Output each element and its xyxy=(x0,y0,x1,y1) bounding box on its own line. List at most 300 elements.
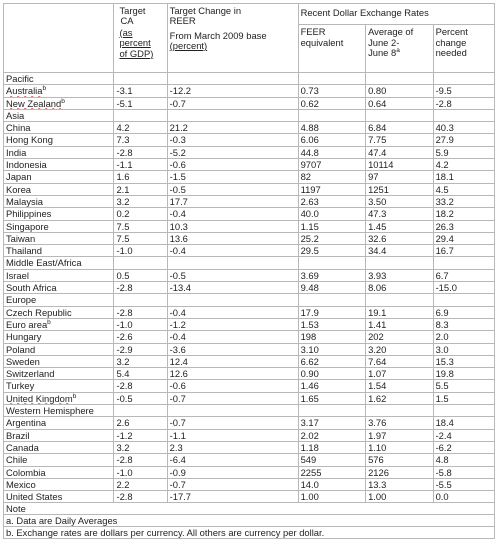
feer-cell: 0.90 xyxy=(298,368,366,380)
country-cell xyxy=(4,122,114,134)
table-row xyxy=(4,146,495,158)
empty-cell xyxy=(298,73,366,85)
country-cell xyxy=(4,454,114,466)
group-name: Asia xyxy=(4,109,114,121)
empty-cell xyxy=(366,109,434,121)
pct-change-cell: 18.4 xyxy=(433,417,494,429)
country-cell xyxy=(4,491,114,503)
target-reer-cell: -0.9 xyxy=(167,466,298,478)
footnote-text: a. Data are Daily Averages xyxy=(6,515,118,527)
footnote-title-row xyxy=(4,503,495,515)
target-reer-cell: -13.4 xyxy=(167,282,298,294)
country-cell xyxy=(4,220,114,232)
feer-cell: 82 xyxy=(298,171,366,183)
country-cell xyxy=(4,85,114,97)
average-cell: 47.4 xyxy=(366,146,434,158)
country-name: Singapore xyxy=(6,220,49,232)
average-title: Average of xyxy=(368,26,414,38)
empty-cell xyxy=(114,405,167,417)
feer-cell: 3.10 xyxy=(298,343,366,355)
footnote-marker: b xyxy=(61,97,65,105)
table-row xyxy=(4,491,495,503)
feer-cell: 1.00 xyxy=(298,491,366,503)
country-cell xyxy=(4,245,114,257)
target-ca-cell: -2.8 xyxy=(114,491,167,503)
feer-title: FEER xyxy=(300,26,326,38)
average-cell: 1.97 xyxy=(366,429,434,441)
pct-change-cell: -15.0 xyxy=(433,282,494,294)
feer-cell: 1.53 xyxy=(298,318,366,330)
target-ca-cell: -1.0 xyxy=(114,466,167,478)
feer-cell: 549 xyxy=(298,454,366,466)
table-row xyxy=(4,183,495,195)
footnote-marker: b xyxy=(42,85,47,93)
footnote-row xyxy=(4,527,495,539)
group-header-row xyxy=(4,109,495,121)
table-row xyxy=(4,245,495,257)
empty-cell xyxy=(114,73,167,85)
country-name: Australia xyxy=(6,85,43,97)
empty-cell xyxy=(114,109,167,121)
target-ca-cell: 1.6 xyxy=(114,171,167,183)
table-row xyxy=(4,355,495,367)
empty-cell xyxy=(298,109,366,121)
feer-cell: 29.5 xyxy=(298,245,366,257)
feer-cell: 2255 xyxy=(298,466,366,478)
group-name: Pacific xyxy=(4,73,114,85)
footnote-title: Note xyxy=(4,503,495,515)
table-row xyxy=(4,429,495,441)
target-ca-cell: -2.9 xyxy=(114,343,167,355)
pct-change-header xyxy=(433,25,494,73)
pct-change-cell: 26.3 xyxy=(433,220,494,232)
target-reer-sub-1: From March 2009 base xyxy=(169,29,267,41)
average-title-2: June 2- xyxy=(368,36,400,48)
target-ca-cell: -3.1 xyxy=(114,85,167,97)
target-ca-header xyxy=(114,4,167,73)
target-reer-cell: -0.3 xyxy=(167,134,298,146)
feer-header xyxy=(298,25,366,73)
country-cell xyxy=(4,392,114,404)
country-name: Czech Republic xyxy=(6,306,72,318)
table-row xyxy=(4,343,495,355)
target-ca-cell: 5.4 xyxy=(114,368,167,380)
country-cell xyxy=(4,159,114,171)
country-cell xyxy=(4,232,114,244)
country-cell xyxy=(4,331,114,343)
target-ca-cell: 7.3 xyxy=(114,134,167,146)
footnote-text: b. Exchange rates are dollars per currency. All others are currency per dollar. xyxy=(6,527,325,539)
average-cell: 7.75 xyxy=(366,134,434,146)
group-name: Europe xyxy=(4,294,114,306)
average-cell: 0.80 xyxy=(366,85,434,97)
average-cell: 1.45 xyxy=(366,220,434,232)
footnote-a xyxy=(4,515,495,527)
average-cell: 3.93 xyxy=(366,269,434,281)
pct-change-cell: 1.5 xyxy=(433,392,494,404)
recent-rates-header: Recent Dollar Exchange Rates xyxy=(298,4,494,25)
table-row xyxy=(4,478,495,490)
pct-change-cell: 33.2 xyxy=(433,195,494,207)
feer-cell: 44.8 xyxy=(298,146,366,158)
target-ca-cell: 3.2 xyxy=(114,195,167,207)
table-body xyxy=(4,4,495,539)
empty-cell xyxy=(366,257,434,269)
exchange-rate-table xyxy=(3,3,495,539)
feer-cell: 2.63 xyxy=(298,195,366,207)
target-reer-title: Target Change in xyxy=(169,5,242,16)
target-reer-cell: 2.3 xyxy=(167,441,298,453)
target-reer-cell: -0.4 xyxy=(167,208,298,220)
country-name: United States xyxy=(6,491,63,503)
table-row xyxy=(4,195,495,207)
country-cell xyxy=(4,208,114,220)
footnote-b xyxy=(4,527,495,539)
pct-change-cell: -6.2 xyxy=(433,441,494,453)
target-ca-cell: -2.8 xyxy=(114,454,167,466)
target-reer-cell: -0.6 xyxy=(167,380,298,392)
country-name: Mexico xyxy=(6,478,36,490)
country-name: Thailand xyxy=(6,245,42,257)
table-row xyxy=(4,331,495,343)
target-ca-cell: 3.2 xyxy=(114,441,167,453)
pct-change-cell: 4.8 xyxy=(433,454,494,466)
target-reer-cell: 10.3 xyxy=(167,220,298,232)
feer-cell: 3.17 xyxy=(298,417,366,429)
feer-cell: 9.48 xyxy=(298,282,366,294)
footnote-row xyxy=(4,515,495,527)
table-row xyxy=(4,306,495,318)
average-cell: 7.64 xyxy=(366,355,434,367)
country-cell xyxy=(4,171,114,183)
pct-change-cell: 15.3 xyxy=(433,355,494,367)
target-ca-title: Target xyxy=(119,5,146,16)
pct-change-cell: 6.7 xyxy=(433,269,494,281)
target-reer-title-2: REER xyxy=(169,15,196,27)
country-name: Colombia xyxy=(6,466,46,478)
target-ca-cell: -0.5 xyxy=(114,392,167,404)
empty-cell xyxy=(114,294,167,306)
pct-change-cell: -2.8 xyxy=(433,97,494,109)
corner-cell xyxy=(4,4,114,73)
average-cell: 1.07 xyxy=(366,368,434,380)
average-cell: 3.50 xyxy=(366,195,434,207)
country-name: Indonesia xyxy=(6,159,47,171)
feer-cell: 9707 xyxy=(298,159,366,171)
table-row xyxy=(4,380,495,392)
pct-change-cell: 27.9 xyxy=(433,134,494,146)
country-name: Hong Kong xyxy=(6,134,53,146)
empty-cell xyxy=(298,257,366,269)
table-row xyxy=(4,208,495,220)
average-title-3: June 8$^a$ xyxy=(368,46,400,59)
country-name: China xyxy=(6,122,31,134)
target-ca-sub-2: percent xyxy=(119,37,151,49)
average-cell: 1.10 xyxy=(366,441,434,453)
country-name: Euro area xyxy=(6,318,48,330)
target-ca-cell: -1.1 xyxy=(114,159,167,171)
country-cell xyxy=(4,355,114,367)
average-cell: 1.54 xyxy=(366,380,434,392)
country-cell xyxy=(4,380,114,392)
pct-change-cell: -5.5 xyxy=(433,478,494,490)
target-reer-cell: -0.7 xyxy=(167,478,298,490)
target-ca-cell: -2.8 xyxy=(114,282,167,294)
average-cell: 1251 xyxy=(366,183,434,195)
country-cell xyxy=(4,269,114,281)
target-reer-cell: -6.4 xyxy=(167,454,298,466)
average-cell: 6.84 xyxy=(366,122,434,134)
feer-cell: 14.0 xyxy=(298,478,366,490)
pct-change-cell: 5.9 xyxy=(433,146,494,158)
target-reer-cell: -3.6 xyxy=(167,343,298,355)
pct-change-cell: 40.3 xyxy=(433,122,494,134)
feer-cell: 40.0 xyxy=(298,208,366,220)
group-header-row xyxy=(4,257,495,269)
feer-cell: 25.2 xyxy=(298,232,366,244)
average-cell: 32.6 xyxy=(366,232,434,244)
country-name: South Africa xyxy=(6,282,57,294)
empty-cell xyxy=(433,405,494,417)
pct-change-cell: -9.5 xyxy=(433,85,494,97)
target-reer-cell: -0.4 xyxy=(167,245,298,257)
average-cell: 3.20 xyxy=(366,343,434,355)
country-cell xyxy=(4,97,114,109)
target-reer-cell: -0.6 xyxy=(167,159,298,171)
target-reer-cell: -0.4 xyxy=(167,331,298,343)
average-cell: 13.3 xyxy=(366,478,434,490)
pct-change-cell: 18.1 xyxy=(433,171,494,183)
target-ca-cell: -2.6 xyxy=(114,331,167,343)
country-name: Brazil xyxy=(6,429,30,441)
table-row xyxy=(4,269,495,281)
empty-cell xyxy=(167,257,298,269)
target-reer-cell: -0.4 xyxy=(167,306,298,318)
table-row xyxy=(4,134,495,146)
target-reer-cell: -12.2 xyxy=(167,85,298,97)
target-ca-cell: -2.8 xyxy=(114,146,167,158)
target-reer-cell: 13.6 xyxy=(167,232,298,244)
target-ca-title-2: CA xyxy=(120,15,134,27)
feer-cell: 6.06 xyxy=(298,134,366,146)
header-row xyxy=(4,4,495,25)
target-ca-cell: -2.8 xyxy=(114,306,167,318)
table-row xyxy=(4,368,495,380)
table-row xyxy=(4,85,495,97)
exchange-rate-table-container xyxy=(3,3,495,539)
target-reer-cell: -0.7 xyxy=(167,417,298,429)
target-ca-cell: 7.5 xyxy=(114,232,167,244)
pct-change-cell: -2.4 xyxy=(433,429,494,441)
average-cell: 576 xyxy=(366,454,434,466)
group-header-row xyxy=(4,294,495,306)
pct-title-2: change xyxy=(435,36,467,48)
average-cell: 3.76 xyxy=(366,417,434,429)
target-ca-cell: 4.2 xyxy=(114,122,167,134)
pct-change-cell: 29.4 xyxy=(433,232,494,244)
country-cell xyxy=(4,318,114,330)
target-ca-cell: 0.2 xyxy=(114,208,167,220)
country-cell xyxy=(4,306,114,318)
target-reer-cell: -0.7 xyxy=(167,97,298,109)
empty-cell xyxy=(167,294,298,306)
empty-cell xyxy=(298,294,366,306)
target-ca-cell: 2.2 xyxy=(114,478,167,490)
pct-change-cell: 4.2 xyxy=(433,159,494,171)
empty-cell xyxy=(114,257,167,269)
pct-change-cell: 6.9 xyxy=(433,306,494,318)
country-name: Philippines xyxy=(6,208,52,220)
average-cell: 0.64 xyxy=(366,97,434,109)
target-reer-cell: -5.2 xyxy=(167,146,298,158)
country-cell xyxy=(4,146,114,158)
feer-cell: 0.62 xyxy=(298,97,366,109)
target-ca-cell: 7.5 xyxy=(114,220,167,232)
average-cell: 34.4 xyxy=(366,245,434,257)
table-row xyxy=(4,318,495,330)
target-reer-cell: 17.7 xyxy=(167,195,298,207)
target-reer-header xyxy=(167,4,298,73)
country-cell xyxy=(4,183,114,195)
table-row xyxy=(4,466,495,478)
target-reer-cell: -1.5 xyxy=(167,171,298,183)
pct-change-cell: 3.0 xyxy=(433,343,494,355)
target-ca-cell: -5.1 xyxy=(114,97,167,109)
group-name: Western Hemisphere xyxy=(4,405,114,417)
country-cell xyxy=(4,134,114,146)
average-cell: 47.3 xyxy=(366,208,434,220)
pct-change-cell: 2.0 xyxy=(433,331,494,343)
average-sup: a xyxy=(396,46,400,54)
pct-change-cell: 0.0 xyxy=(433,491,494,503)
country-name: India xyxy=(6,146,27,158)
target-ca-cell: -2.8 xyxy=(114,380,167,392)
feer-cell: 1197 xyxy=(298,183,366,195)
group-header-row xyxy=(4,405,495,417)
country-cell xyxy=(4,441,114,453)
pct-change-cell: 18.2 xyxy=(433,208,494,220)
footnote-marker: b xyxy=(72,392,77,400)
target-ca-sub-1: (as xyxy=(119,26,133,38)
country-name: Korea xyxy=(6,183,32,195)
country-name: Taiwan xyxy=(6,232,36,244)
country-name: United Kingdom xyxy=(6,392,73,404)
average-cell: 1.41 xyxy=(366,318,434,330)
empty-cell xyxy=(298,405,366,417)
average-cell: 8.06 xyxy=(366,282,434,294)
average-cell: 202 xyxy=(366,331,434,343)
feer-cell: 4.88 xyxy=(298,122,366,134)
target-reer-cell: -0.7 xyxy=(167,392,298,404)
target-reer-cell: -1.1 xyxy=(167,429,298,441)
pct-change-cell: -5.8 xyxy=(433,466,494,478)
feer-cell: 1.65 xyxy=(298,392,366,404)
feer-cell: 6.62 xyxy=(298,355,366,367)
country-name: Japan xyxy=(6,171,32,183)
table-row xyxy=(4,417,495,429)
feer-cell: 198 xyxy=(298,331,366,343)
country-name: Hungary xyxy=(6,331,42,343)
table-row xyxy=(4,392,495,404)
country-cell xyxy=(4,429,114,441)
group-name: Middle East/Africa xyxy=(4,257,114,269)
target-reer-cell: 21.2 xyxy=(167,122,298,134)
table-row xyxy=(4,441,495,453)
empty-cell xyxy=(433,73,494,85)
empty-cell xyxy=(366,294,434,306)
table-row xyxy=(4,122,495,134)
pct-change-cell: 16.7 xyxy=(433,245,494,257)
empty-cell xyxy=(167,73,298,85)
country-name: New Zealand xyxy=(6,97,62,109)
table-row xyxy=(4,454,495,466)
country-name: Sweden xyxy=(6,355,40,367)
empty-cell xyxy=(366,405,434,417)
average-cell: 97 xyxy=(366,171,434,183)
feer-cell: 0.73 xyxy=(298,85,366,97)
empty-cell xyxy=(433,257,494,269)
empty-cell xyxy=(366,73,434,85)
group-header-row xyxy=(4,73,495,85)
pct-change-cell: 4.5 xyxy=(433,183,494,195)
table-row xyxy=(4,97,495,109)
pct-title-3: needed xyxy=(435,47,467,59)
country-name: Argentina xyxy=(6,417,47,429)
pct-title: Percent xyxy=(435,26,468,38)
target-ca-cell: -1.0 xyxy=(114,245,167,257)
average-cell: 10114 xyxy=(366,159,434,171)
target-ca-cell: 3.2 xyxy=(114,355,167,367)
pct-change-cell: 5.5 xyxy=(433,380,494,392)
country-name: Chile xyxy=(6,454,28,466)
target-reer-cell: 12.4 xyxy=(167,355,298,367)
feer-cell: 2.02 xyxy=(298,429,366,441)
country-name: Poland xyxy=(6,343,36,355)
target-ca-cell: -1.2 xyxy=(114,429,167,441)
average-cell: 19.1 xyxy=(366,306,434,318)
average-cell: 1.62 xyxy=(366,392,434,404)
target-ca-sub-3: of GDP) xyxy=(119,47,154,59)
empty-cell xyxy=(167,405,298,417)
country-name: Israel xyxy=(6,269,29,281)
country-name: Canada xyxy=(6,441,39,453)
country-cell xyxy=(4,195,114,207)
average-cell: 2126 xyxy=(366,466,434,478)
table-row xyxy=(4,232,495,244)
target-reer-cell: 12.6 xyxy=(167,368,298,380)
feer-cell: 17.9 xyxy=(298,306,366,318)
empty-cell xyxy=(167,109,298,121)
feer-cell: 1.46 xyxy=(298,380,366,392)
target-reer-sub-2: (percent) xyxy=(169,40,208,52)
table-row xyxy=(4,159,495,171)
country-cell xyxy=(4,417,114,429)
country-cell xyxy=(4,368,114,380)
target-ca-cell: 2.6 xyxy=(114,417,167,429)
pct-change-cell: 8.3 xyxy=(433,318,494,330)
feer-title-2: equivalent xyxy=(300,36,344,48)
target-reer-cell: -0.5 xyxy=(167,183,298,195)
target-ca-cell: -1.0 xyxy=(114,318,167,330)
feer-cell: 1.18 xyxy=(298,441,366,453)
feer-cell: 1.15 xyxy=(298,220,366,232)
empty-cell xyxy=(433,294,494,306)
pct-change-cell: 19.8 xyxy=(433,368,494,380)
table-row xyxy=(4,220,495,232)
empty-cell xyxy=(433,109,494,121)
target-ca-cell: 0.5 xyxy=(114,269,167,281)
country-name: Switzerland xyxy=(6,368,55,380)
